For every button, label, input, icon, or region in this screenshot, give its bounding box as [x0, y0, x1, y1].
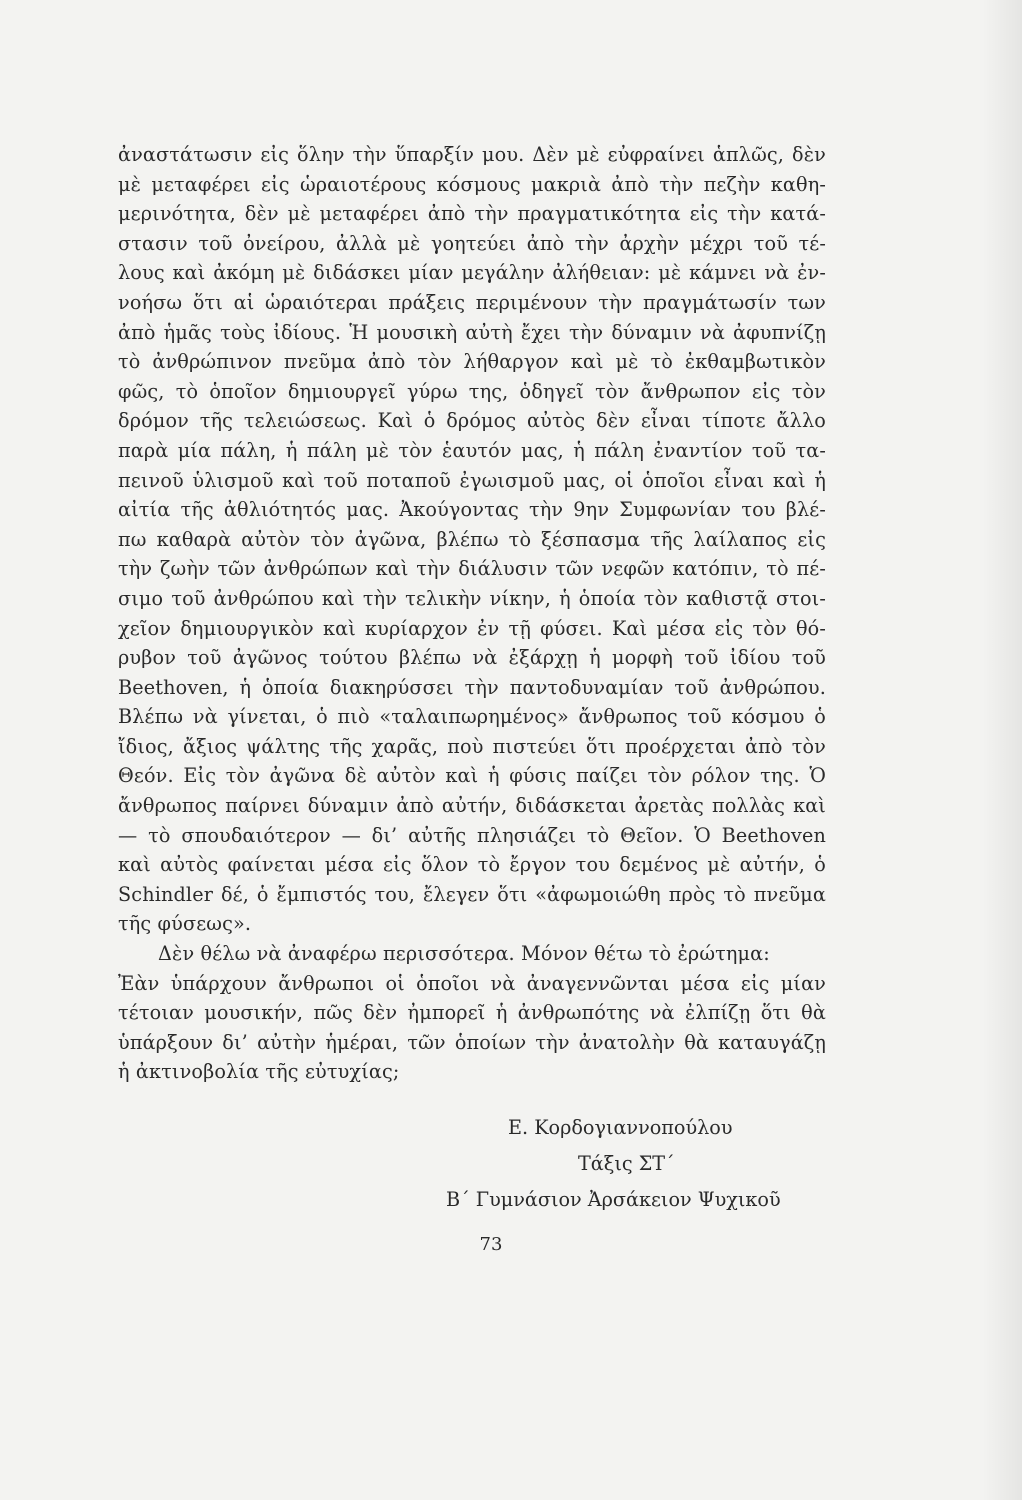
text-line: ὑπάρξουν δι’ αὐτὴν ἡμέραι, τῶν ὁποίων τὴν ἀνατολὴν θὰ καταυγάζῃ — [118, 1030, 826, 1054]
text-line: ἡ ἀκτινοβολία τῆς εὐτυχίας; — [118, 1060, 400, 1084]
paragraph-1 — [118, 140, 826, 939]
signature-block — [446, 1110, 836, 1218]
page-edge-shadow — [982, 0, 1022, 1500]
text-line: σιμο τοῦ ἀνθρώπου καὶ τὴν τελικὴν νίκην, ἡ ὁποία τὸν καθιστᾷ στοι- — [118, 586, 826, 610]
text-line: παρὰ μία πάλη, ἡ πάλη μὲ τὸν ἑαυτόν μας, ἡ πάλη ἐναντίον τοῦ τα- — [118, 438, 826, 462]
text-line: τὴν ζωὴν τῶν ἀνθρώπων καὶ τὴν διάλυσιν τῶν νεφῶν κατόπιν, τὸ πέ- — [118, 557, 826, 581]
text-line: πεινοῦ ὑλισμοῦ καὶ τοῦ ποταποῦ ἐγωισμοῦ μας, οἱ ὁποῖοι εἶναι καὶ ἡ — [118, 468, 826, 492]
text-line: τέτοιαν μουσικήν, πῶς δὲν ἠμπορεῖ ἡ ἀνθρωπότης νὰ ἐλπίζῃ ὅτι θὰ — [118, 1001, 826, 1025]
text-line: ρυβον τοῦ ἀγῶνος τούτου βλέπω νὰ ἐξάρχῃ ἡ μορφὴ τοῦ ἰδίου τοῦ — [118, 646, 826, 670]
text-line: τὸ ἀνθρώπινον πνεῦμα ἀπὸ τὸν λήθαργον καὶ μὲ τὸ ἐκθαμβωτικὸν — [118, 350, 826, 374]
body-text — [118, 140, 826, 1087]
page-number — [0, 1234, 1022, 1255]
text-line: Ἐὰν ὑπάρχουν ἄνθρωποι οἱ ὁποῖοι νὰ ἀναγεννῶνται μέσα εἰς μίαν — [118, 971, 826, 995]
text-line: δρόμον τῆς τελειώσεως. Καὶ ὁ δρόμος αὐτὸς δὲν εἶναι τίποτε ἄλλο — [118, 409, 826, 433]
text-line: Δὲν θέλω νὰ ἀναφέρω περισσότερα. Μόνον θέτω τὸ ἐρώτημα: — [158, 942, 770, 966]
text-line: ἀπὸ ἡμᾶς τοὺς ἰδίους. Ἡ μουσικὴ αὐτὴ ἔχει τὴν δύναμιν νὰ ἀφυπνίζῃ — [118, 320, 826, 344]
text-line: Θεόν. Εἰς τὸν ἀγῶνα δὲ αὐτὸν καὶ ἡ φύσις παίζει τὸν ρόλον της. Ὁ — [118, 764, 826, 788]
text-line: — τὸ σπουδαιότερον — δι’ αὐτῆς πλησιάζει τὸ Θεῖον. Ὁ Beethoven — [118, 823, 826, 847]
author-name: Ε. Κορδογιαννοπούλου — [508, 1116, 733, 1139]
text-line: στασιν τοῦ ὀνείρου, ἀλλὰ μὲ γοητεύει ἀπὸ τὴν ἀρχὴν μέχρι τοῦ τέ- — [118, 231, 826, 255]
text-line: ἄνθρωπος παίρνει δύναμιν ἀπὸ αὐτήν, διδάσκεται ἀρετὰς πολλὰς καὶ — [118, 794, 826, 818]
text-line: Βλέπω νὰ γίνεται, ὁ πιὸ «ταλαιπωρημένος» ἄνθρωπος τοῦ κόσμου ὁ — [118, 705, 826, 729]
text-line: πω καθαρὰ αὐτὸν τὸν ἀγῶνα, βλέπω τὸ ξέσπασμα τῆς λαίλαπος εἰς — [118, 527, 826, 551]
text-line: νοήσω ὅτι αἱ ὡραιότεραι πράξεις περιμένουν τὴν πραγμάτωσίν των — [118, 290, 826, 314]
text-line: Schindler δέ, ὁ ἔμπιστός του, ἔλεγεν ὅτι «ἀφωμοιώθη πρὸς τὸ πνεῦμα — [118, 882, 826, 906]
author-class: Τάξις ΣΤ΄ — [578, 1152, 675, 1175]
page-number-text: 73 — [479, 1234, 503, 1255]
author-school: Β΄ Γυμνάσιον Ἀρσάκειον Ψυχικοῦ — [446, 1188, 781, 1211]
text-line: ἴδιος, ἄξιος ψάλτης τῆς χαρᾶς, ποὺ πιστεύει ὅτι προέρχεται ἀπὸ τὸν — [118, 734, 826, 758]
text-line: αἰτία τῆς ἀθλιότητός μας. Ἀκούγοντας τὴν 9ην Συμφωνίαν του βλέ- — [118, 498, 826, 522]
text-line: τῆς φύσεως». — [118, 912, 252, 936]
text-line: καὶ αὐτὸς φαίνεται μέσα εἰς ὅλον τὸ ἔργον του δεμένος μὲ αὐτήν, ὁ — [118, 853, 826, 877]
paragraph-2 — [118, 939, 826, 1087]
text-line: ἀναστάτωσιν εἰς ὅλην τὴν ὕπαρξίν μου. Δὲν μὲ εὐφραίνει ἁπλῶς, δὲν — [118, 143, 826, 166]
text-line: μὲ μεταφέρει εἰς ὡραιοτέρους κόσμους μακριὰ ἀπὸ τὴν πεζὴν καθη- — [118, 172, 826, 196]
text-line: μερινότητα, δὲν μὲ μεταφέρει ἀπὸ τὴν πραγματικότητα εἰς τὴν κατά- — [118, 202, 826, 226]
text-line: λους καὶ ἀκόμη μὲ διδάσκει μίαν μεγάλην ἀλήθειαν: μὲ κάμνει νὰ ἐν- — [118, 261, 826, 285]
text-line: Beethoven, ἡ ὁποία διακηρύσσει τὴν παντοδυναμίαν τοῦ ἀνθρώπου. — [118, 675, 826, 699]
text-line: χεῖον δημιουργικὸν καὶ κυρίαρχον ἐν τῇ φύσει. Καὶ μέσα εἰς τὸν θό- — [118, 616, 826, 640]
text-line: φῶς, τὸ ὁποῖον δημιουργεῖ γύρω της, ὁδηγεῖ τὸν ἄνθρωπον εἰς τὸν — [118, 379, 826, 403]
